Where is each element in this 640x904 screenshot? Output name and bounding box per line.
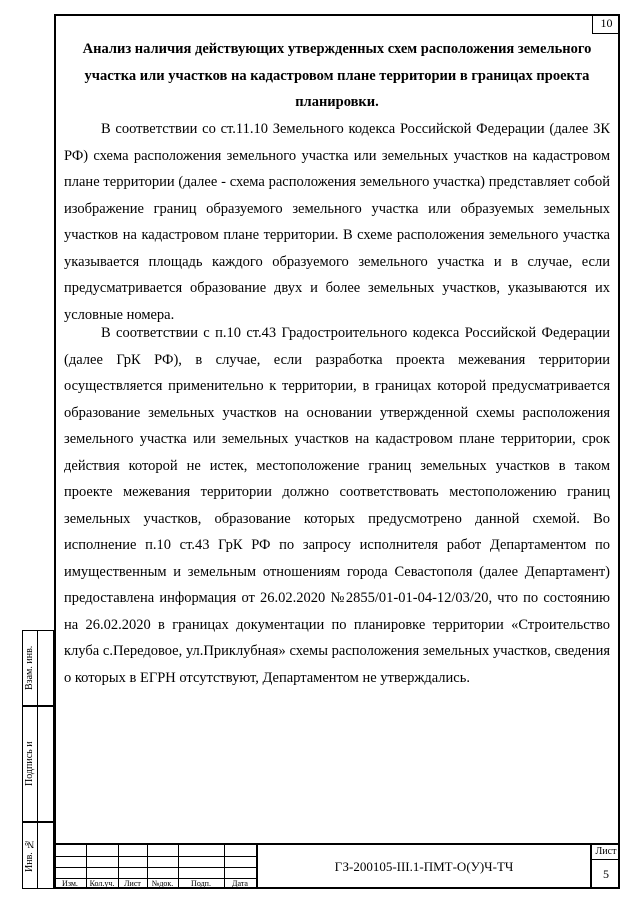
col-header-podp: Подп.	[191, 879, 211, 888]
side-label-inv: Инв. №	[24, 838, 35, 873]
col-header-koluch: Кол.уч.	[89, 879, 115, 888]
sheet-box	[590, 845, 618, 889]
col-header-izm: Изм.	[62, 879, 78, 888]
revision-grid	[54, 845, 256, 889]
col-header-list: Лист	[124, 879, 141, 888]
side-box-vzam	[22, 630, 54, 706]
side-box-inv	[22, 822, 54, 889]
side-label-podpis: Подпись и	[24, 741, 35, 787]
document-code: ГЗ-200105-III.1-ПМТ-О(У)Ч-ТЧ	[256, 845, 590, 889]
side-label-vzam: Взам. инв.	[24, 645, 35, 691]
col-header-data: Дата	[232, 879, 248, 888]
document-title: Анализ наличия действующих утвержденных схем расположения земельного участка или участков на кадастровом плане территории в границах проекта планировки.	[82, 41, 592, 110]
paragraph-2: В соответствии с п.10 ст.43 Градостроительного кодекса Российской Федерации (далее ГрК РФ), в случае, если разработка проекта межевания территории осуществляется применительно к территории, в границах которой предусматривается образование земельных участков на основании утвержденной схемы расположения земельного участка или земельных участков на кадастровом плане территории, срок действия которой не истек, местоположение границ земельных участков в таком проекте межевания территории должно соответствовать местоположению границ земельных участков, образование которых предусмотрено данной схемой. Во исполнение п.10 ст.43 ГрК РФ по запросу исполнителя работ Департаментом по имущественным и земельным отношениям города Севастополя (далее Департамент) предоставлена информация от 26.02.2020 №2855/01-01-04-12/03/20, что по состоянию на 26.02.2020 в границах документации по планировке территории «Строительство клуба с.Передовое, ул.Приклубная» схемы расположения земельных участков, сведения о которых в ЕГРН отсутствуют, Департаментом не утверждались.	[64, 325, 610, 686]
col-header-ndok: №док.	[151, 879, 174, 888]
paragraph-1: В соответствии со ст.11.10 Земельного кодекса Российской Федерации (далее ЗК РФ) схема расположения земельного участка или земельных участков на кадастровом плане территории (далее - схема расположения земельного участка) представляет собой изображение границ образуемого земельного участка или образуемых земельных участков на кадастровом плане территории. В схеме расположения земельного участка указывается площадь каждого образуемого земельного участка и в случае, если предусматривается образование двух и более земельных участков, указываются их условные номера.	[64, 121, 610, 323]
page-number: 10	[592, 14, 620, 34]
side-box-podpis	[22, 706, 54, 822]
sheet-number: 5	[603, 867, 609, 881]
title-block	[54, 843, 620, 889]
sheet-label: Лист	[592, 845, 620, 860]
